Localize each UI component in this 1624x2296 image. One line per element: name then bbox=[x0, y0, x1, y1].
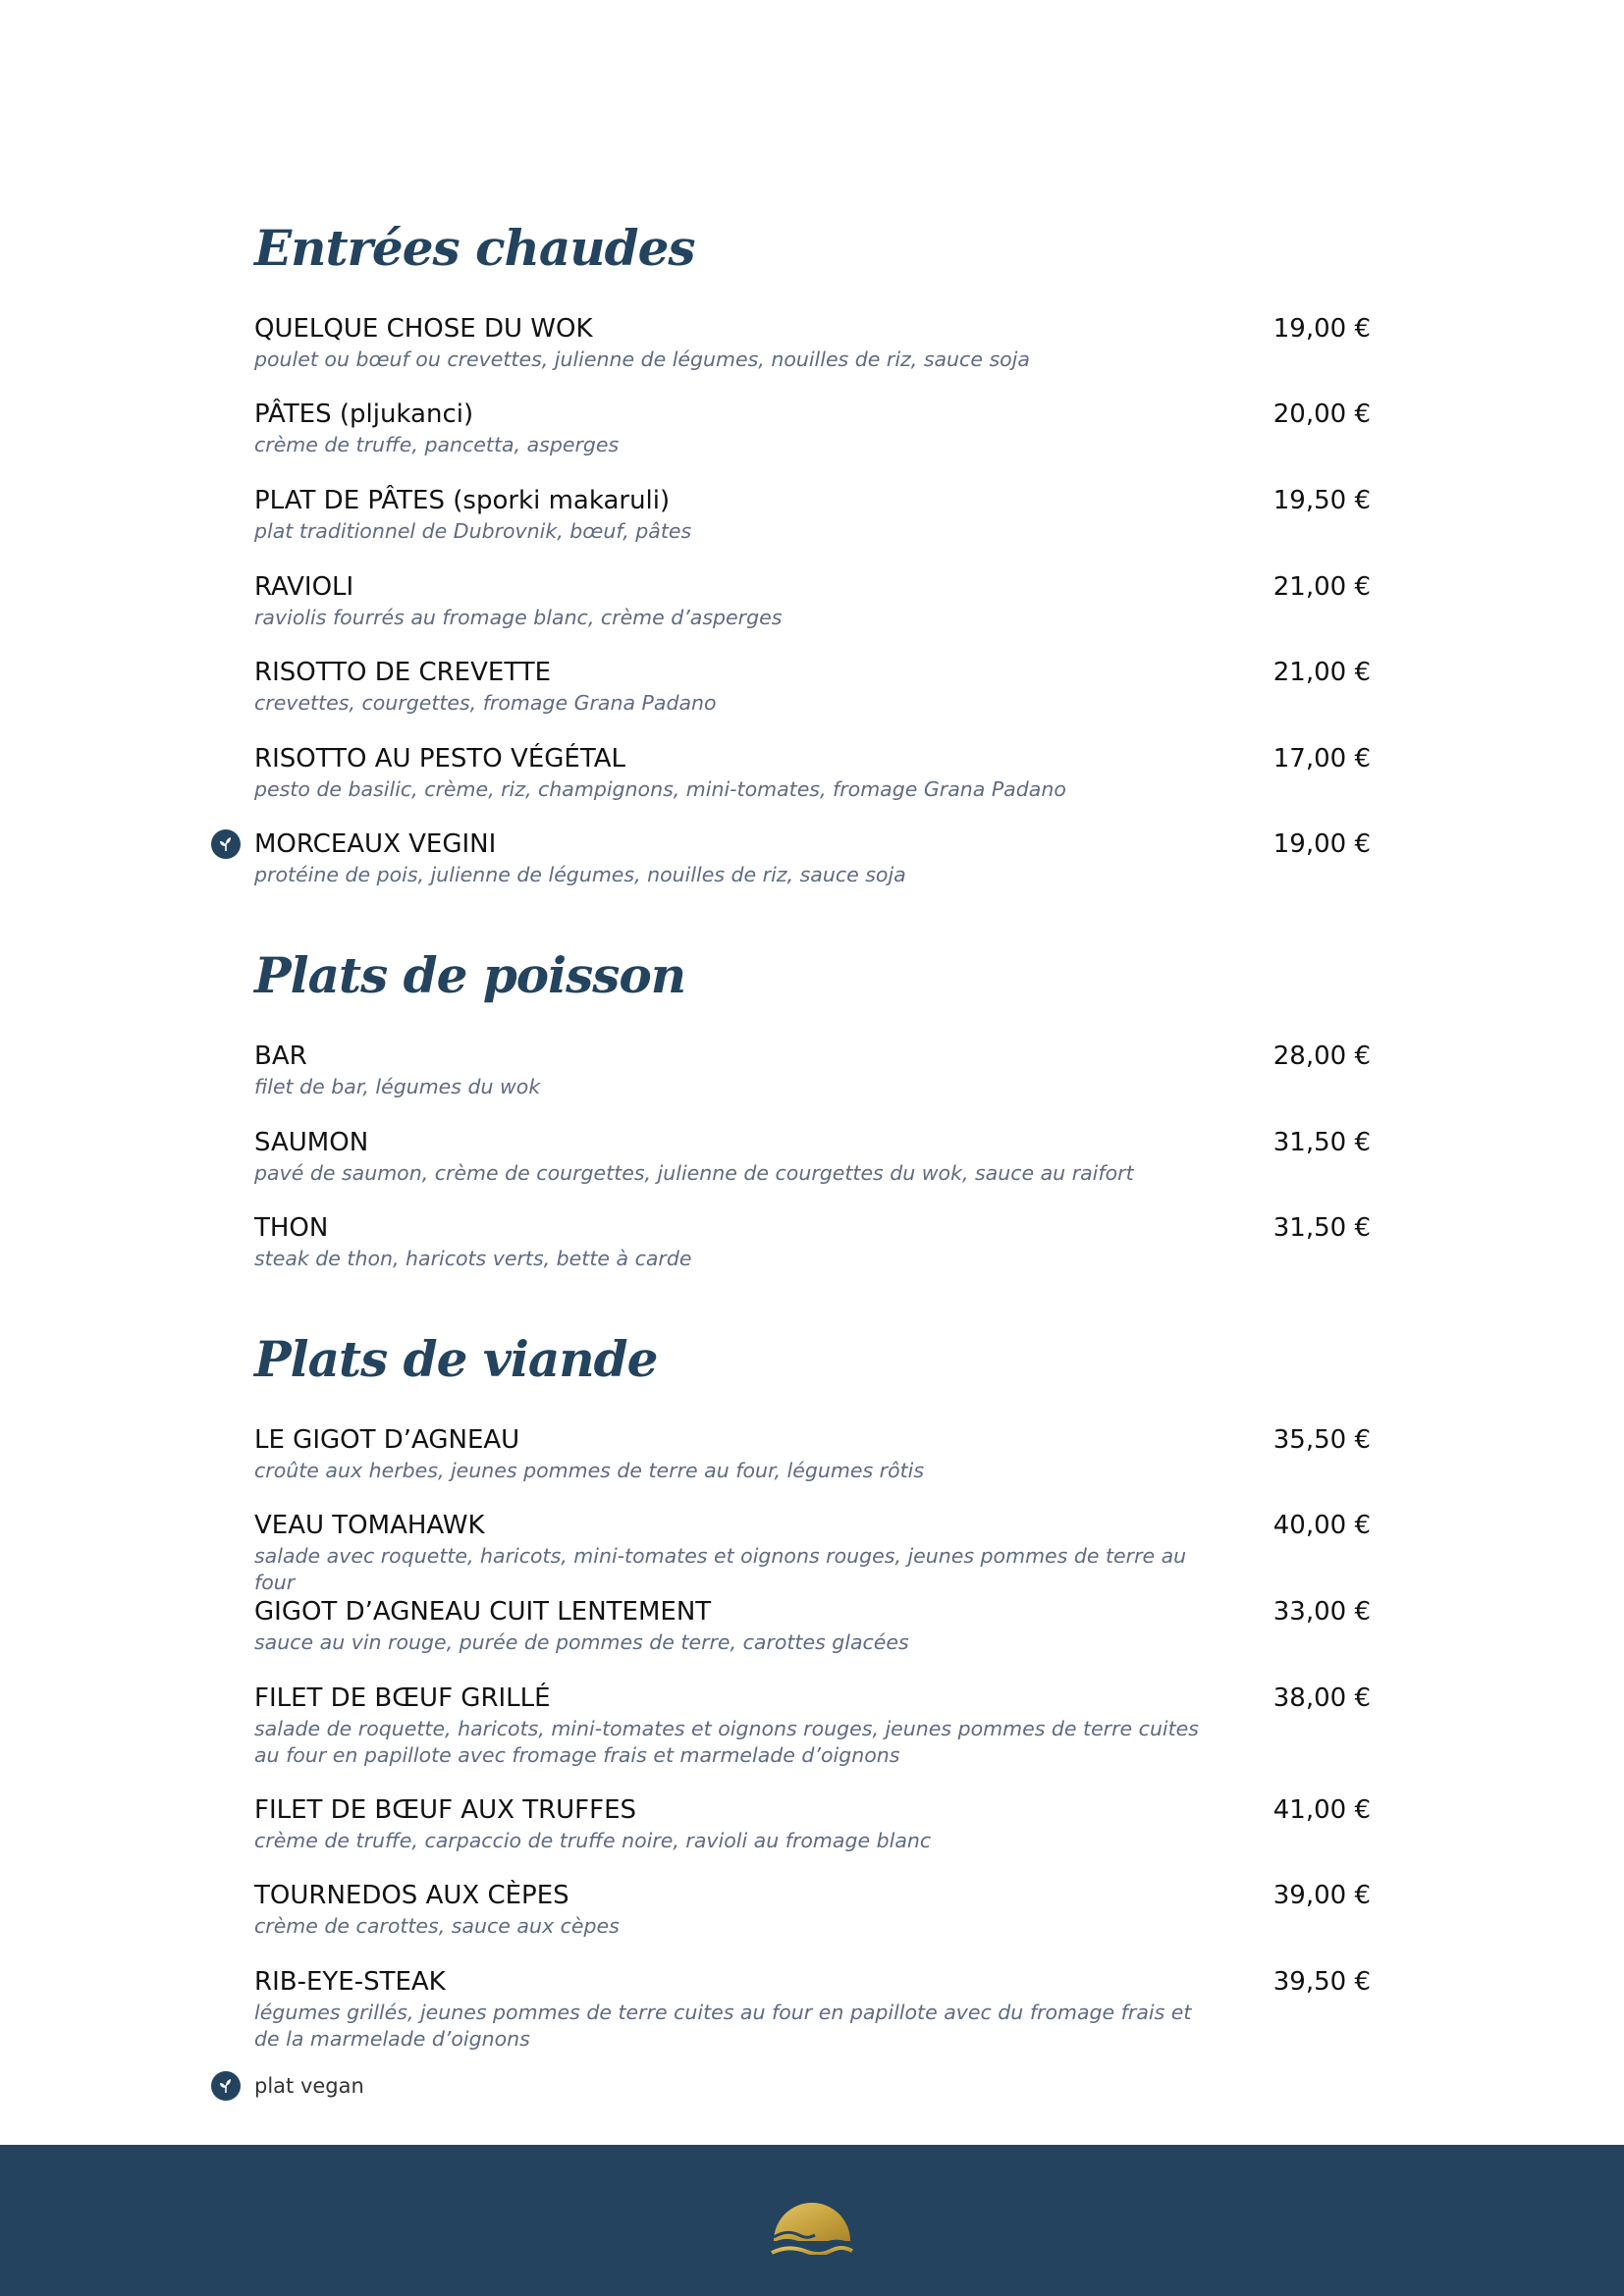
menu-item-name: VEAU TOMAHAWK bbox=[254, 1511, 485, 1540]
menu-item bbox=[254, 828, 1371, 888]
menu-item-price: 41,00 € bbox=[1272, 1795, 1371, 1825]
menu-item bbox=[254, 399, 1371, 458]
menu-item bbox=[254, 485, 1371, 545]
menu-item-price: 35,50 € bbox=[1272, 1425, 1371, 1455]
menu-item-name: FILET DE BŒUF AUX TRUFFES bbox=[254, 1795, 637, 1825]
menu-item bbox=[254, 1212, 1371, 1272]
menu-item-description: steak de thon, haricots verts, bette à carde bbox=[254, 1247, 692, 1270]
menu-item-description: sauce au vin rouge, purée de pommes de terre, carottes glacées bbox=[254, 1630, 909, 1654]
menu-item-description: pavé de saumon, crème de courgettes, julienne de courgettes du wok, sauce au raifort bbox=[254, 1161, 1134, 1185]
menu-item bbox=[254, 1794, 1371, 1854]
menu-item-name: BAR bbox=[254, 1041, 307, 1071]
menu-item-description: poulet ou bœuf ou crevettes, julienne de légumes, nouilles de riz, sauce soja bbox=[254, 347, 1030, 371]
menu-item-price: 21,00 € bbox=[1272, 572, 1371, 602]
section-title-plats-de-poisson: Plats de poisson bbox=[254, 946, 686, 1004]
menu-item-description: crème de truffe, pancetta, asperges bbox=[254, 433, 620, 456]
menu-item-name: MORCEAUX VEGINI bbox=[254, 829, 497, 859]
menu-item-price: 28,00 € bbox=[1272, 1041, 1371, 1071]
menu-item-name: PLAT DE PÂTES (sporki makaruli) bbox=[254, 486, 671, 515]
menu-item bbox=[254, 1424, 1371, 1484]
menu-item-description: légumes grillés, jeunes pommes de terre cuites au four en papillote avec du fromage frais et de la marmelade d’oignons bbox=[254, 2001, 1192, 2051]
menu-item bbox=[254, 1596, 1371, 1656]
menu-item bbox=[254, 1510, 1371, 1596]
menu-item bbox=[254, 743, 1371, 803]
menu-item-description: filet de bar, légumes du wok bbox=[254, 1075, 541, 1098]
menu-item bbox=[254, 657, 1371, 717]
menu-item bbox=[254, 571, 1371, 631]
menu-item-description: salade avec roquette, haricots, mini-tomates et oignons rouges, jeunes pommes de terre au four bbox=[254, 1544, 1187, 1594]
menu-item-description: crème de carottes, sauce aux cèpes bbox=[254, 1914, 620, 1938]
section-title-entrees-chaudes: Entrées chaudes bbox=[254, 219, 695, 277]
menu-item-price: 31,50 € bbox=[1272, 1213, 1371, 1243]
menu-item-price: 19,00 € bbox=[1272, 314, 1371, 344]
vegan-leaf-icon bbox=[211, 2071, 241, 2101]
menu-item bbox=[254, 1880, 1371, 1940]
menu-item bbox=[254, 1966, 1371, 2053]
menu-item-description: salade de roquette, haricots, mini-tomates et oignons rouges, jeunes pommes de terre cuites au four en papillote avec fromage frais et marmelade d’oignons bbox=[254, 1717, 1199, 1767]
menu-item-price: 38,00 € bbox=[1272, 1683, 1371, 1713]
menu-item-price: 31,50 € bbox=[1272, 1128, 1371, 1157]
menu-item-name: RISOTTO AU PESTO VÉGÉTAL bbox=[254, 744, 625, 774]
menu-item-price: 19,00 € bbox=[1272, 829, 1371, 859]
menu-item-name: SAUMON bbox=[254, 1128, 369, 1157]
menu-item-price: 40,00 € bbox=[1272, 1511, 1371, 1540]
menu-item-description: plat traditionnel de Dubrovnik, bœuf, pâtes bbox=[254, 519, 692, 543]
menu-item-name: QUELQUE CHOSE DU WOK bbox=[254, 314, 593, 344]
menu-item-name: RIB-EYE-STEAK bbox=[254, 1967, 446, 1997]
menu-item-name: GIGOT D’AGNEAU CUIT LENTEMENT bbox=[254, 1597, 712, 1627]
menu-item-name: RAVIOLI bbox=[254, 572, 354, 602]
legend-label: plat vegan bbox=[254, 2074, 364, 2098]
menu-item-price: 17,00 € bbox=[1272, 744, 1371, 774]
menu-item-name: THON bbox=[254, 1213, 329, 1243]
menu-item-price: 20,00 € bbox=[1272, 400, 1371, 429]
menu-item-price: 19,50 € bbox=[1272, 486, 1371, 515]
menu-item-name: FILET DE BŒUF GRILLÉ bbox=[254, 1683, 551, 1713]
menu-item-name: TOURNEDOS AUX CÈPES bbox=[254, 1881, 569, 1910]
menu-item-description: croûte aux herbes, jeunes pommes de terre au four, légumes rôtis bbox=[254, 1459, 925, 1482]
menu-item-price: 39,00 € bbox=[1272, 1881, 1371, 1910]
vegan-leaf-icon bbox=[211, 829, 241, 859]
menu-item-description: protéine de pois, julienne de légumes, nouilles de riz, sauce soja bbox=[254, 863, 906, 886]
menu-item-description: raviolis fourrés au fromage blanc, crème d’asperges bbox=[254, 606, 783, 629]
menu-item-description: crème de truffe, carpaccio de truffe noire, ravioli au fromage blanc bbox=[254, 1829, 932, 1852]
menu-item-description: pesto de basilic, crème, riz, champignons, mini-tomates, fromage Grana Padano bbox=[254, 777, 1066, 801]
section-title-plats-de-viande: Plats de viande bbox=[254, 1330, 658, 1388]
menu-item bbox=[254, 313, 1371, 373]
menu-item bbox=[254, 1041, 1371, 1100]
menu-item bbox=[254, 1127, 1371, 1187]
menu-item-description: crevettes, courgettes, fromage Grana Padano bbox=[254, 691, 717, 715]
menu-item bbox=[254, 1682, 1371, 1769]
sunset-waves-logo-icon bbox=[770, 2192, 854, 2255]
menu-item-price: 39,50 € bbox=[1272, 1967, 1371, 1997]
menu-item-name: PÂTES (pljukanci) bbox=[254, 400, 474, 429]
menu-item-name: RISOTTO DE CREVETTE bbox=[254, 658, 552, 687]
menu-item-price: 21,00 € bbox=[1272, 658, 1371, 687]
menu-item-name: LE GIGOT D’AGNEAU bbox=[254, 1425, 520, 1455]
menu-item-price: 33,00 € bbox=[1272, 1597, 1371, 1627]
